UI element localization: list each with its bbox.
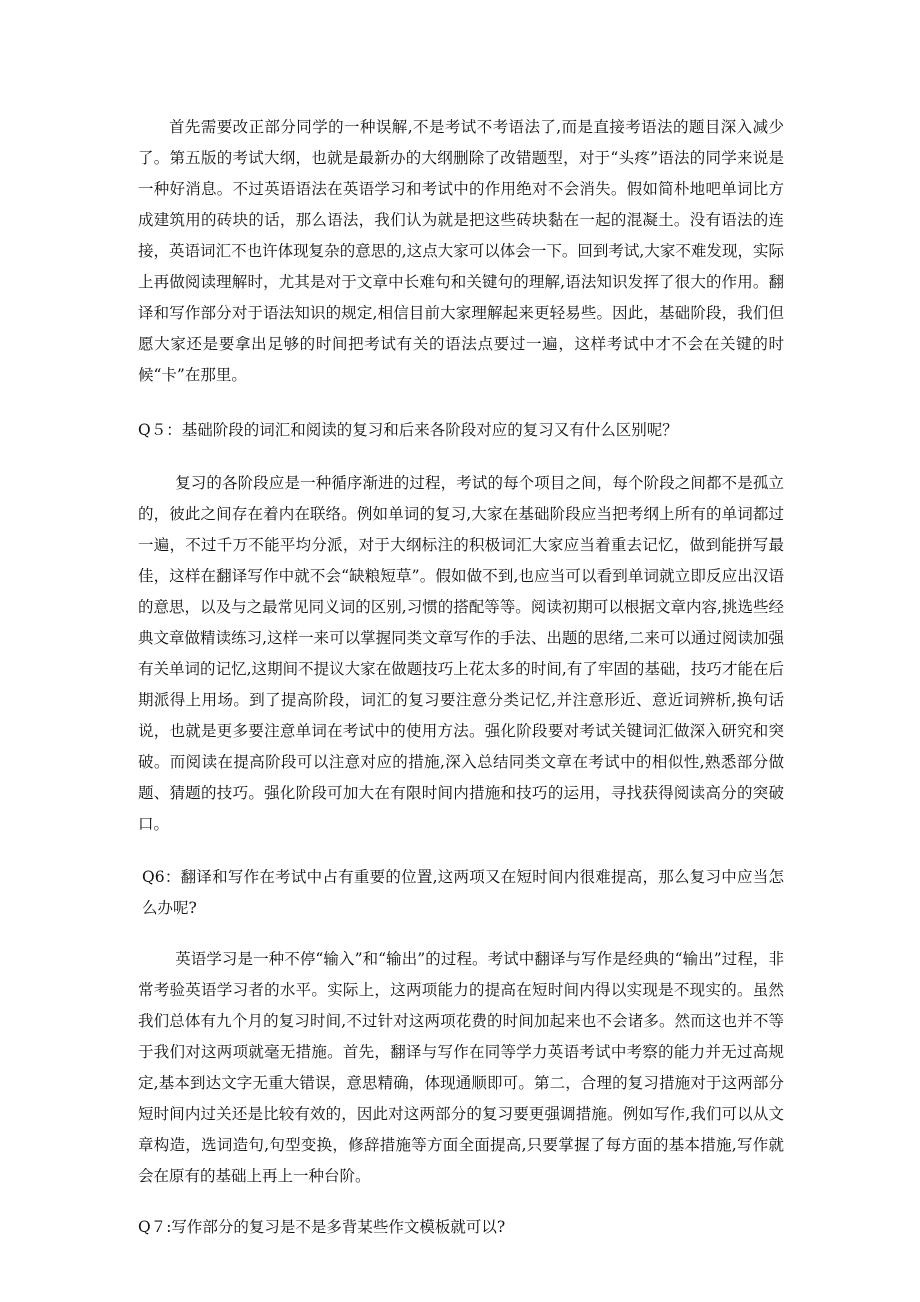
paragraph-grammar: 首先需要改正部分同学的一种误解,不是考试不考语法了,而是直接考语法的题目深入减少了。第五版的考试大纲，也就是最新办的大纲删除了改错题型，对于“头疼”语法的同学来说是一种好消息。不过英语语法在英语学习和考试中的作用绝对不会消失。假如简朴地吧单词比方成建筑用的砖块的话，那么语法，我们认为就是把这些砖块黏在一起的混凝土。没有语法的连接，英语词汇不也许体现复杂的意思的,这点大家可以体会一下。回到考试,大家不难发现，实际上再做阅读理解时，尤其是对于文章中长难句和关键句的理解,语法知识发挥了很大的作用。翻译和写作部分对于语法知识的规定,相信目前大家理解起来更轻易些。因此，基础阶段，我们但愿大家还是要拿出足够的时间把考试有关的语法点要过一遍，这样考试中才不会在关键的时候“卡”在那里。 bbox=[138, 118, 784, 384]
paragraph-vocab-reading: 复习的各阶段应是一种循序渐进的过程，考试的每个项目之间，每个阶段之间都不是孤立的，彼此之间存在着内在联络。例如单词的复习,大家在基础阶段应当把考纲上所有的单词都过一遍，不过千万不能平均分派，对于大纲标注的积极词汇大家应当着重去记忆，做到能拼写最佳，这样在翻译写作中就不会“缺粮短草”。假如做不到,也应当可以看到单词就立即反应出汉语的意思，以及与之最常见同义词的区别,习惯的搭配等等。阅读初期可以根据文章内容,挑选些经典文章做精读练习,这样一来可以掌握同类文章写作的手法、出题的思绪,二来可以通过阅读加强有关单词的记忆,这期间不提议大家在做题技巧上花太多的时间,有了牢固的基础，技巧才能在后期派得上用场。到了提高阶段，词汇的复习要注意分类记忆,并注意形近、意近词辨析,换句话说，也就是更多要注意单词在考试中的使用方法。强化阶段要对考试关键词汇做深入研究和突破。而阅读在提高阶段可以注意对应的措施,深入总结同类文章在考试中的相似性,熟悉部分做题、猜题的技巧。强化阶段可加大在有限时间内措施和技巧的运用，寻找获得阅读高分的突破口。 bbox=[138, 474, 784, 833]
question-q7: Q７:写作部分的复习是不是多背某些作文模板就可以? bbox=[138, 1218, 506, 1236]
paragraph-spacer bbox=[138, 924, 784, 944]
paragraph-spacer bbox=[138, 840, 784, 862]
question-q6: Q6：翻译和写作在考试中占有重要的位置,这两项又在短时间内很难提高，那么复习中应当怎么办呢? bbox=[142, 868, 784, 917]
question-q5: Q５：基础阶段的词汇和阅读的复习和后来各阶段对应的复习又有什么区别呢？ bbox=[138, 421, 678, 439]
paragraph-translation-writing: 英语学习是一种不停“输入”和“输出”的过程。考试中翻译与写作是经典的“输出”过程，非常考验英语学习者的水平。实际上，这两项能力的提高在短时间内得以实现是不现实的。虽然我们总体有九个月的复习时间,不过针对这两项花费的时间加起来也不会诸多。然而这也并不等于我们对这两项就毫无措施。首先，翻译与写作在同等学力英语考试中考察的能力并无过高规定,基本到达文字无重大错误，意思精确，体现通顺即可。第二，合理的复习措施对于这两部分短时间内过关还是比较有效的，因此对这两部分的复习要更强调措施。例如写作,我们可以从文章构造，选词造句,句型变换，修辞措施等方面全面提高,只要掌握了每方面的基本措施,写作就会在原有的基础上再上一种台阶。 bbox=[138, 950, 784, 1185]
document-page bbox=[138, 112, 784, 1243]
paragraph-spacer bbox=[138, 1192, 784, 1212]
paragraph-spacer bbox=[138, 446, 784, 468]
paragraph-spacer bbox=[138, 391, 784, 415]
